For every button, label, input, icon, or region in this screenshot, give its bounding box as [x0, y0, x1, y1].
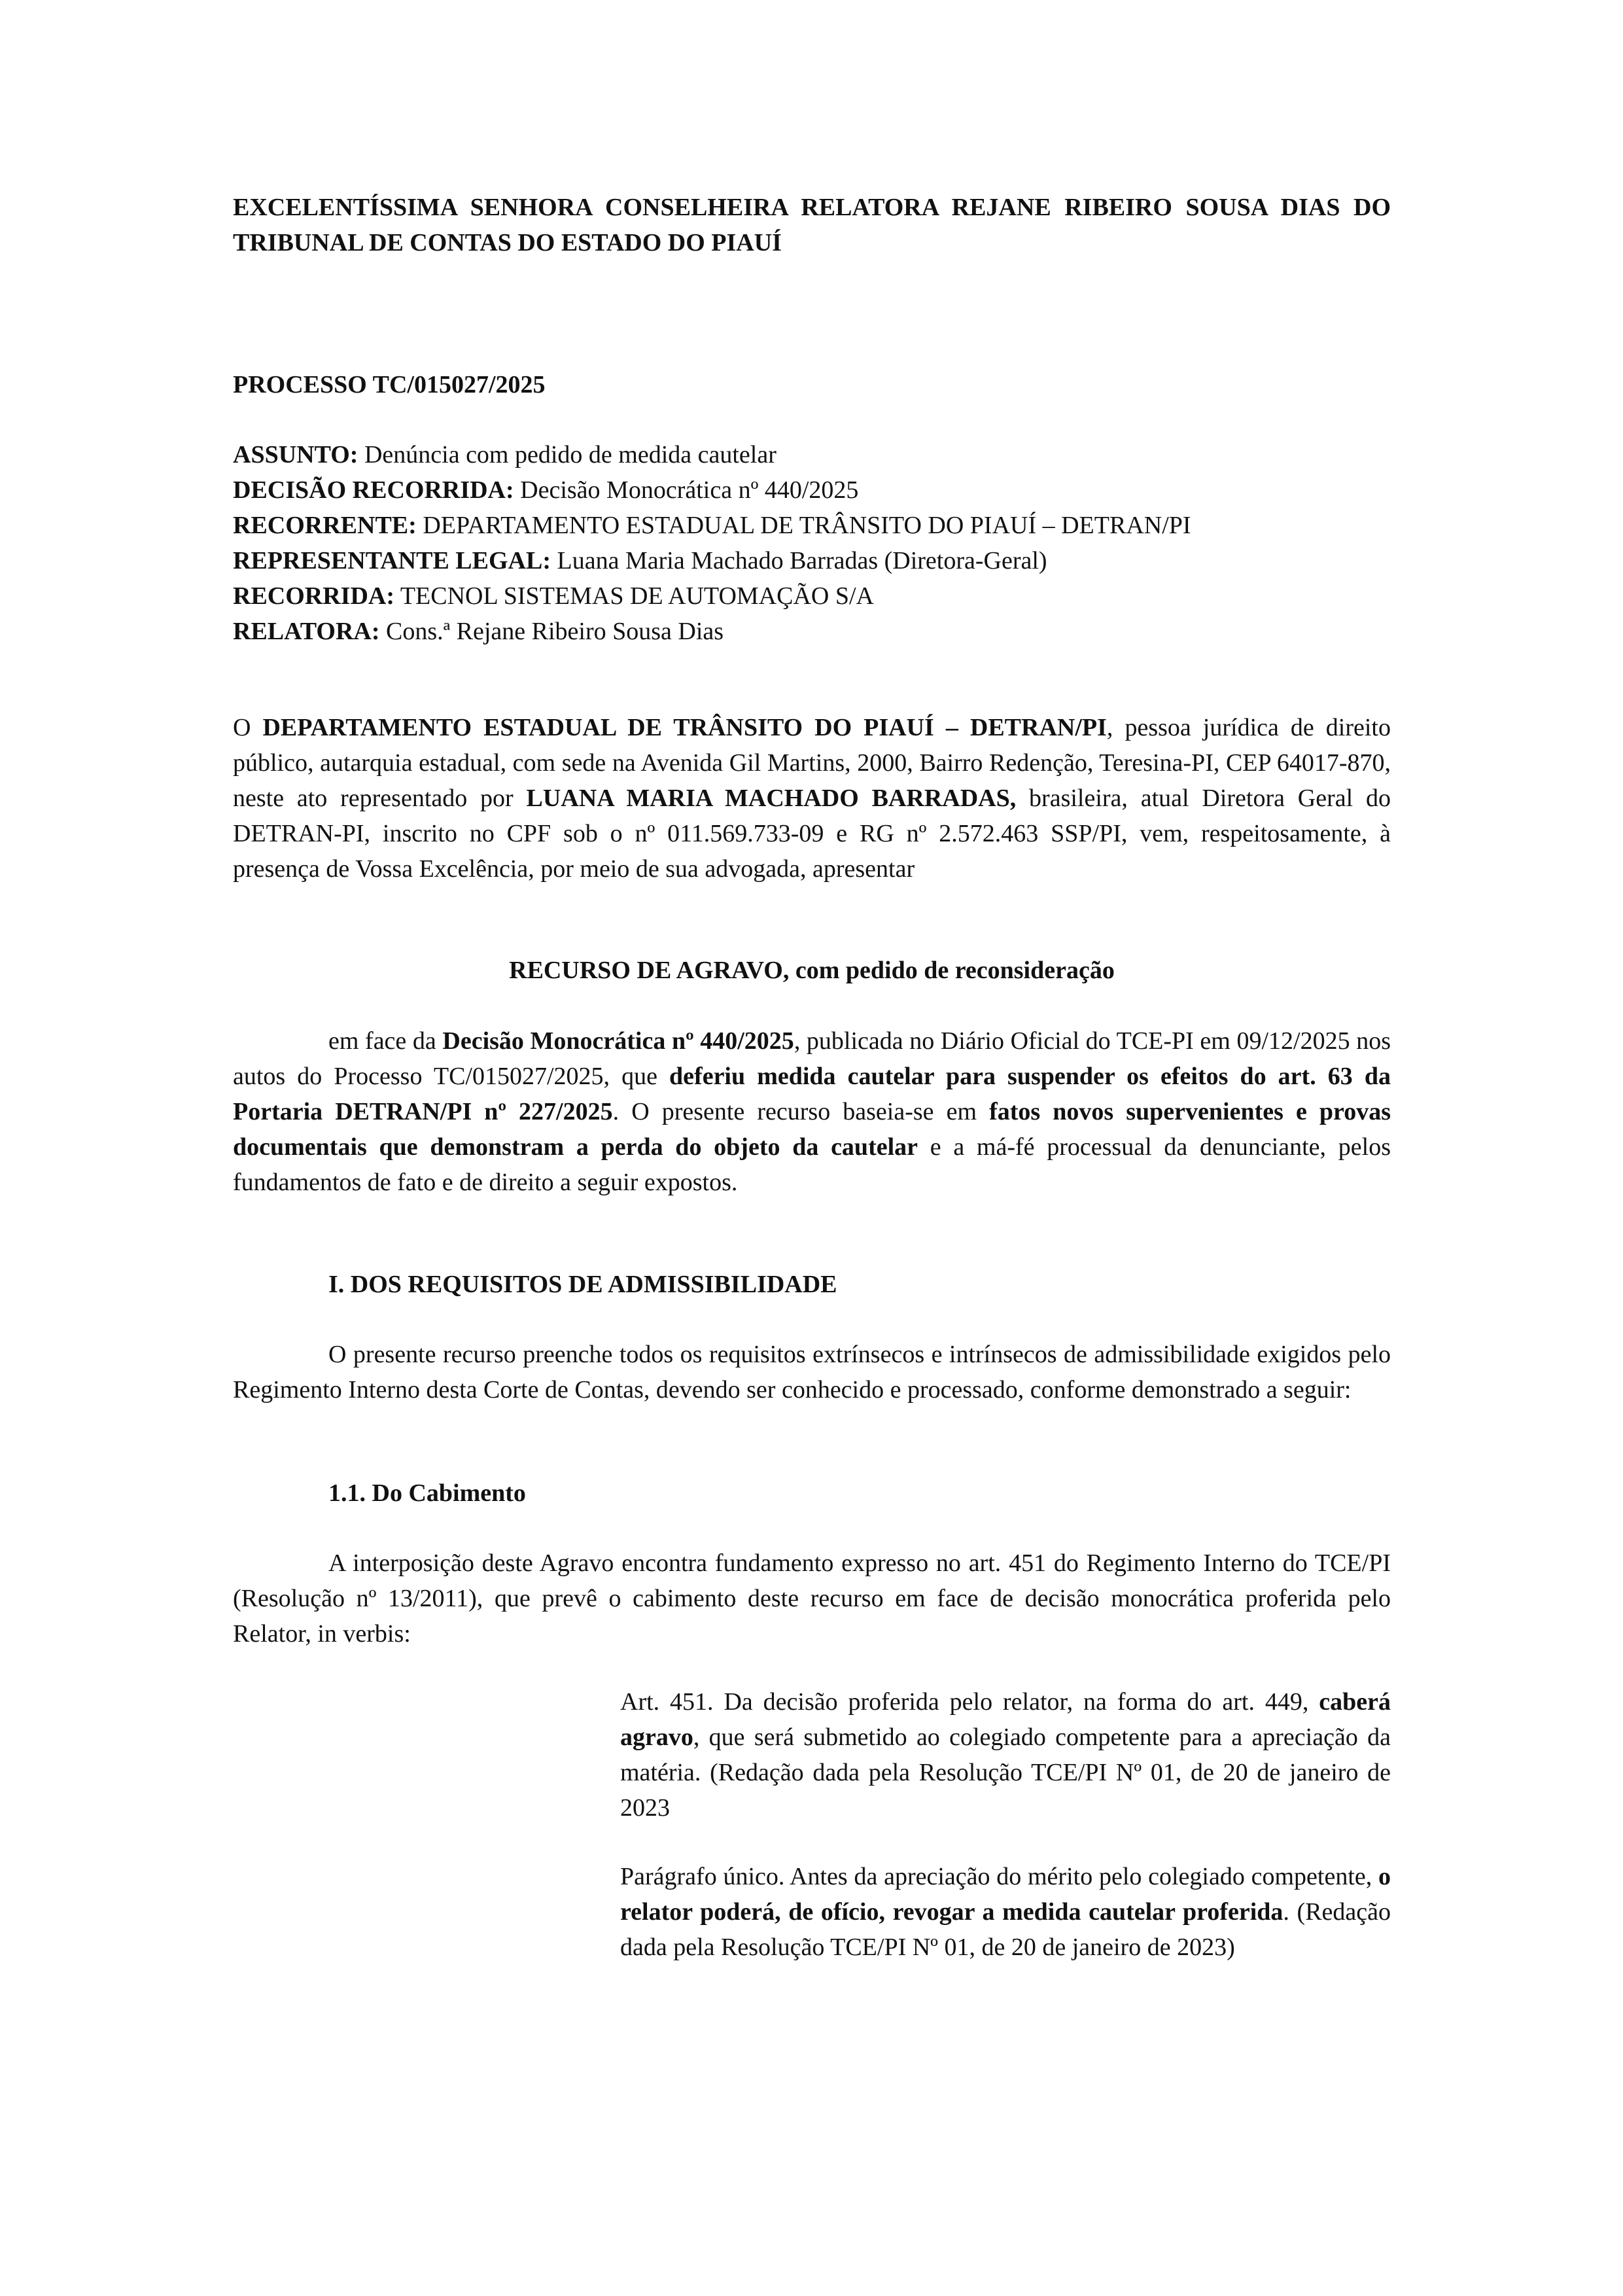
section-1-title: I. DOS REQUISITOS DE ADMISSIBILIDADE: [328, 1271, 837, 1298]
process-number: PROCESSO TC/015027/2025: [233, 371, 546, 398]
appeal-title: RECURSO DE AGRAVO, com pedido de reconsideração: [509, 957, 1115, 984]
summary-row-respondent: RECORRIDA: TECNOL SISTEMAS DE AUTOMAÇÃO S/A: [233, 582, 874, 610]
summary-row-rapporteur: RELATORA: Cons.ª Rejane Ribeiro Sousa Dias: [233, 618, 724, 645]
legal-quote-article-451: Art. 451. Da decisão proferida pelo relator, na forma do art. 449, caberá agravo, que será submetido ao colegiado competente para a apreciação da matéria. (Redação dada pela Resolução TCE/PI Nº 01, de 20 de janeiro de 2023: [620, 1688, 1391, 1822]
summary-row-representative: REPRESENTANTE LEGAL: Luana Maria Machado Barradas (Diretora-Geral): [233, 547, 1047, 574]
intro-paragraph: O DEPARTAMENTO ESTADUAL DE TRÂNSITO DO PIAUÍ – DETRAN/PI, pessoa jurídica de direito público, autarquia estadual, com sede na Avenida Gil Martins, 2000, Bairro Redenção, Teresina-PI, CEP 64017-870, neste ato representado por LUANA MARIA MACHADO BARRADAS, brasileira, atual Diretora Geral do DETRAN-PI, inscrito no CPF sob o nº 011.569.733-09 e RG nº 2.572.463 SSP/PI, vem, respeitosamente, à presença de Vossa Excelência, por meio de sua advogada, apresentar: [233, 714, 1391, 883]
summary-row-appellant: RECORRENTE: DEPARTAMENTO ESTADUAL DE TRÂNSITO DO PIAUÍ – DETRAN/PI: [233, 512, 1191, 539]
summary-row-subject: ASSUNTO: Denúncia com pedido de medida cautelar: [233, 441, 777, 468]
section-1-1-title: 1.1. Do Cabimento: [328, 1479, 526, 1507]
case-summary: [233, 437, 1391, 649]
summary-row-decision: DECISÃO RECORRIDA: Decisão Monocrática nº 440/2025: [233, 476, 859, 504]
legal-quote-paragraph-unico: Parágrafo único. Antes da apreciação do mérito pelo colegiado competente, o relator poderá, de ofício, revogar a medida cautelar proferida. (Redação dada pela Resolução TCE/PI Nº 01, de 20 de janeiro de 2023): [620, 1863, 1391, 1961]
section-1-paragraph: O presente recurso preenche todos os requisitos extrínsecos e intrínsecos de admissibilidade exigidos pelo Regimento Interno desta Corte de Contas, devendo ser conhecido e processado, conforme demonstrado a seguir:: [233, 1341, 1391, 1404]
addressee-heading: EXCELENTÍSSIMA SENHORA CONSELHEIRA RELATORA REJANE RIBEIRO SOUSA DIAS DO TRIBUNAL DE CONTAS DO ESTADO DO PIAUÍ: [233, 194, 1391, 256]
face-paragraph: em face da Decisão Monocrática nº 440/2025, publicada no Diário Oficial do TCE-PI em 09/12/2025 nos autos do Processo TC/015027/2025, que deferiu medida cautelar para suspender os efeitos do art. 63 da Portaria DETRAN/PI nº 227/2025. O presente recurso baseia-se em fatos novos supervenientes e provas documentais que demonstram a perda do objeto da cautelar e a má-fé processual da denunciante, pelos fundamentos de fato e de direito a seguir expostos.: [233, 1027, 1391, 1196]
section-1-1-paragraph: A interposição deste Agravo encontra fundamento expresso no art. 451 do Regimento Interno do TCE/PI (Resolução nº 13/2011), que prevê o cabimento deste recurso em face de decisão monocrática proferida pelo Relator, in verbis:: [233, 1549, 1391, 1648]
